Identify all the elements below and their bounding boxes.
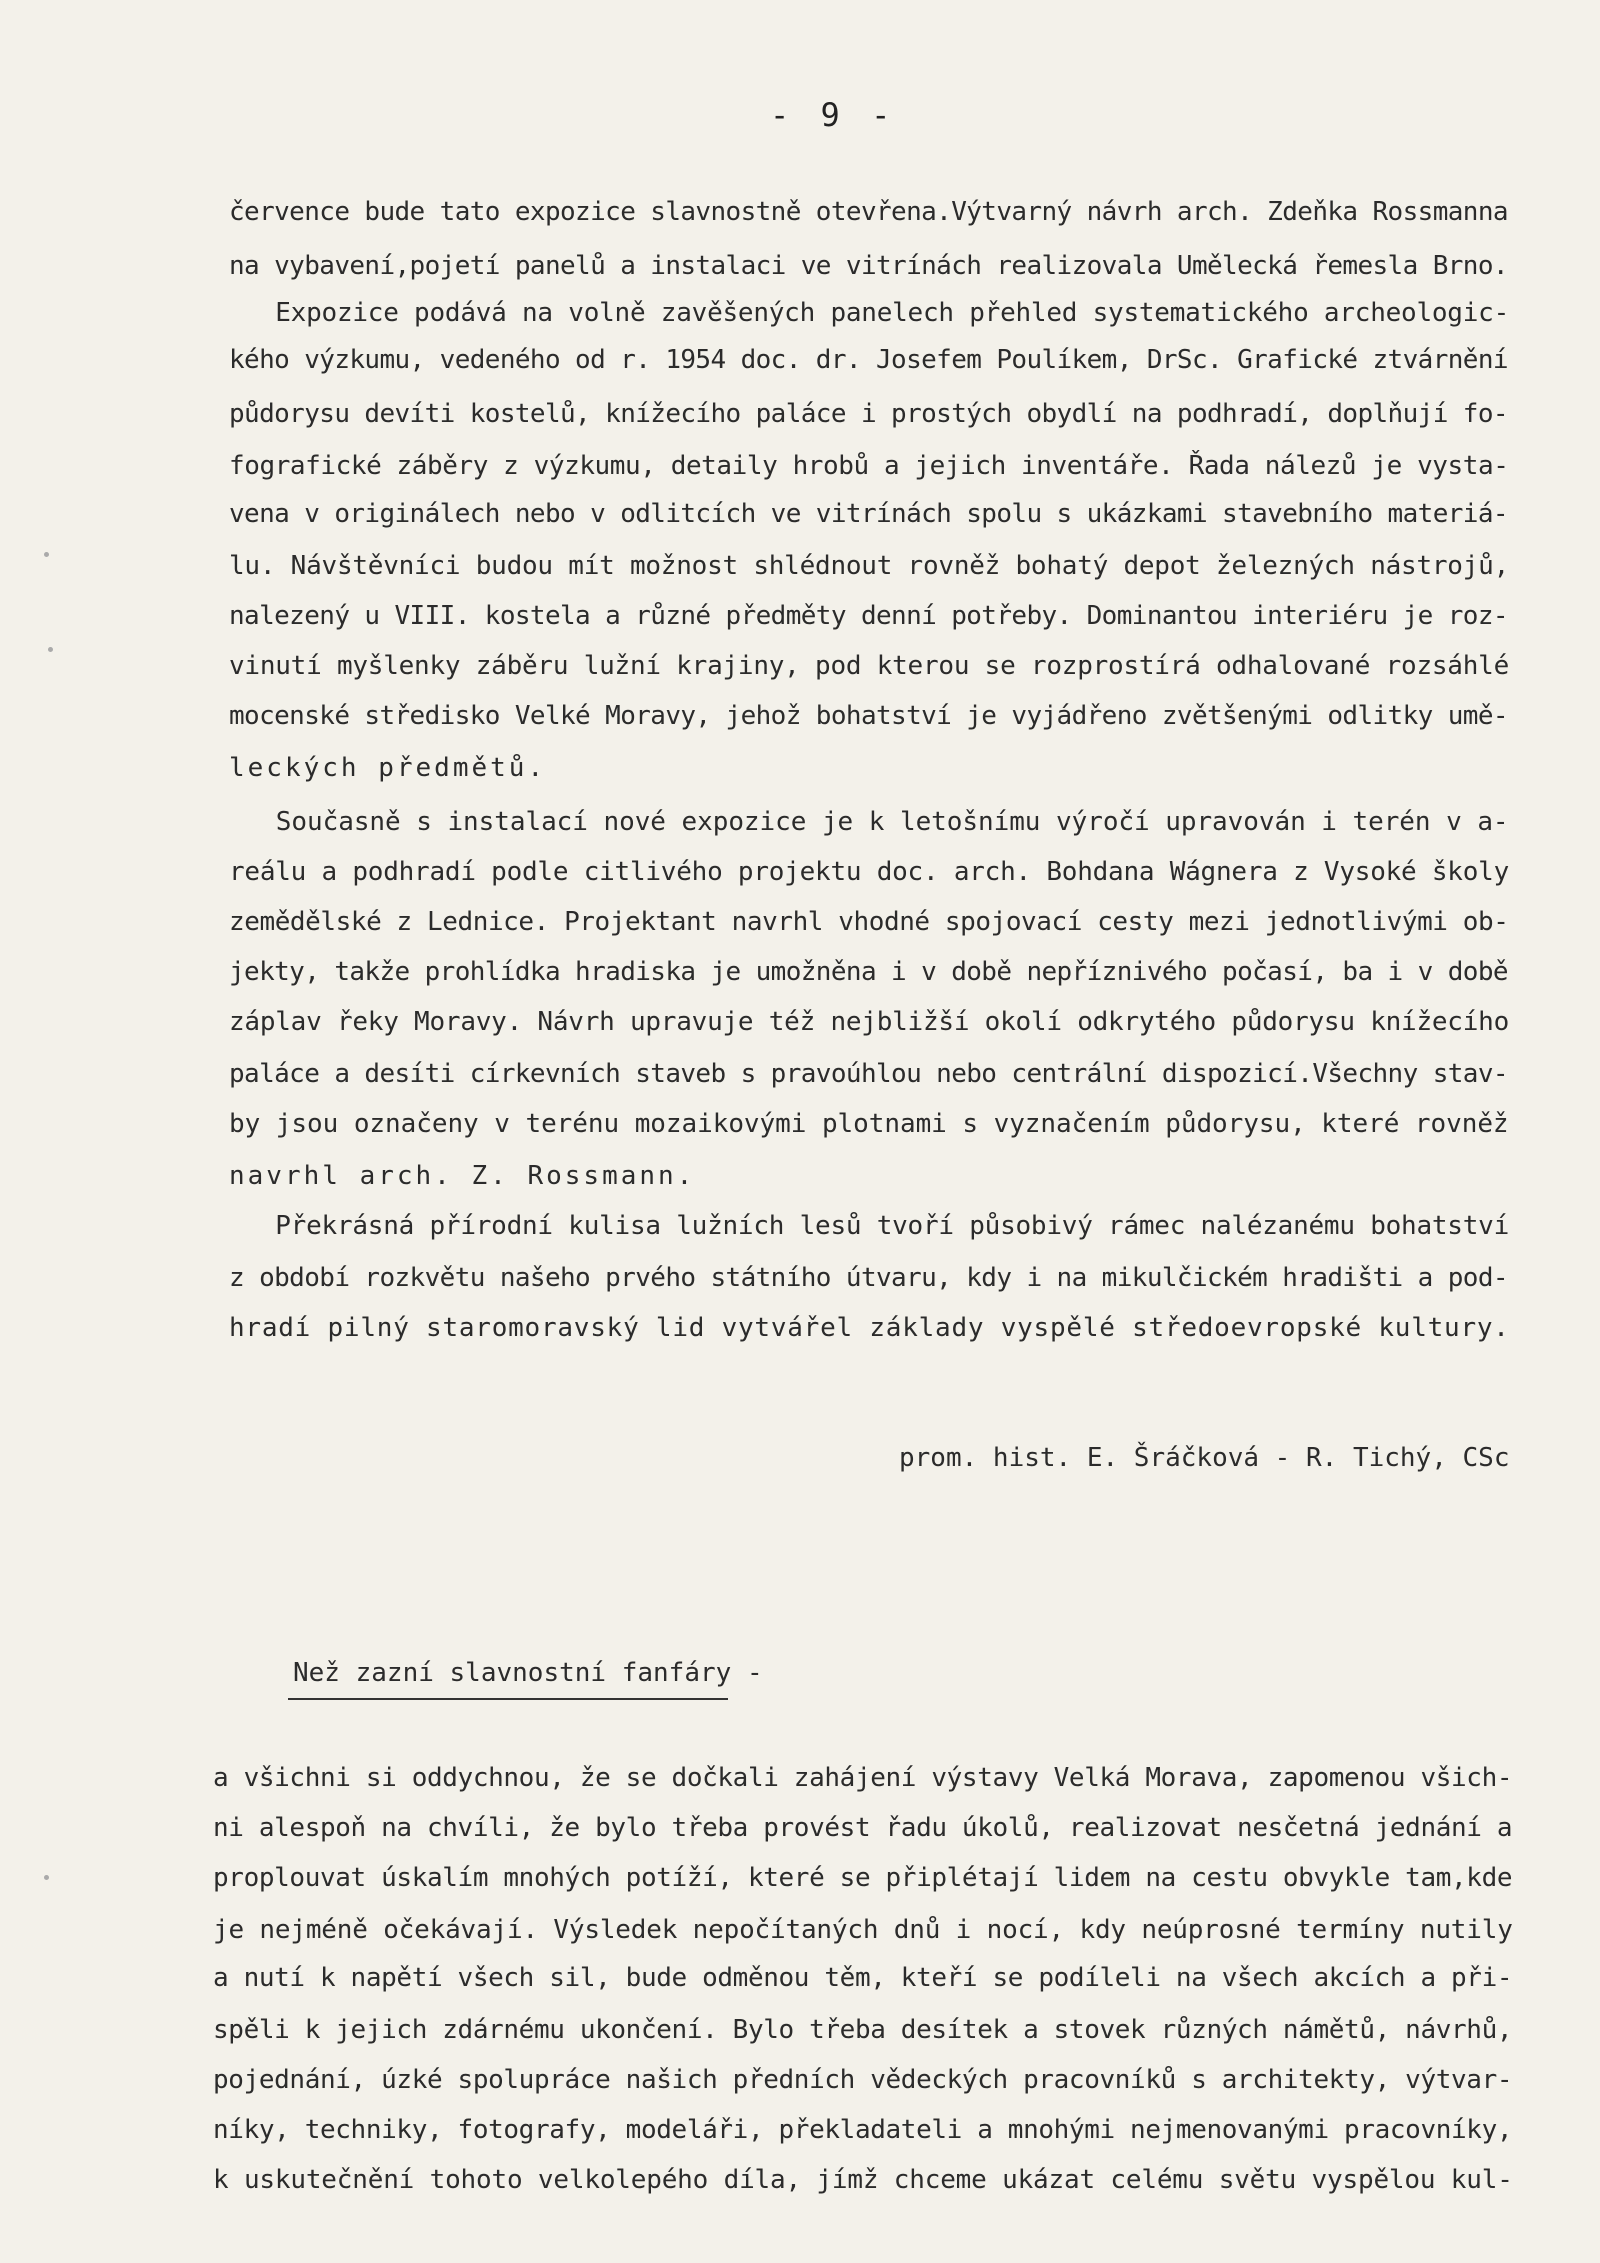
text-line: zemědělské z Lednice. Projektant navrhl vhodné spojovací cesty mezi jednotlivými ob- [229, 907, 1509, 937]
paper-speck [44, 1875, 49, 1880]
text-line: kého výzkumu, vedeného od r. 1954 doc. dr. Josefem Poulíkem, DrSc. Grafické ztvárnění [229, 345, 1508, 375]
author-signature: prom. hist. E. Šráčková - R. Tichý, CSc [899, 1443, 1510, 1473]
text-line: záplav řeky Moravy. Návrh upravuje též nejbližší okolí odkrytého půdorysu knížecího [229, 1007, 1509, 1037]
text-line: a nutí k napětí všech sil, bude odměnou těm, kteří se podíleli na všech akcích a při- [213, 1963, 1513, 1993]
text-line: vena v originálech nebo v odlitcích ve vitrínách spolu s ukázkami stavebního materiá- [229, 499, 1508, 529]
text-line: níky, techniky, fotografy, modeláři, překladateli a mnohými nejmenovanými pracovníky, [213, 2115, 1513, 2145]
paper-speck [48, 647, 53, 652]
text-line: je nejméně očekávají. Výsledek nepočítaných dnů i nocí, kdy neúprosné termíny nutily [213, 1915, 1513, 1945]
text-line: Současně s instalací nové expozice je k letošnímu výročí upravován i terén v a- [229, 807, 1509, 837]
text-line: paláce a desíti církevních staveb s pravoúhlou nebo centrální dispozicí.Všechny stav- [229, 1059, 1508, 1089]
section-heading: Než zazní slavnostní fanfáry - [293, 1658, 763, 1688]
text-line: proplouvat úskalím mnohých potíží, které se připlétají lidem na cestu obvykle tam,kde [213, 1863, 1513, 1893]
heading-underline [288, 1698, 728, 1700]
text-line: července bude tato expozice slavnostně otevřena.Výtvarný návrh arch. Zdeňka Rossmanna [229, 197, 1508, 227]
text-line: Překrásná přírodní kulisa lužních lesů tvoří působivý rámec nalézanému bohatství [229, 1211, 1509, 1241]
text-line: k uskutečnění tohoto velkolepého díla, jímž chceme ukázat celému světu vyspělou kul- [213, 2165, 1513, 2195]
text-line: spěli k jejich zdárnému ukončení. Bylo třeba desítek a stovek různých námětů, návrhů, [213, 2015, 1513, 2045]
text-line: na vybavení,pojetí panelů a instalaci ve vitrínách realizovala Umělecká řemesla Brno. [229, 251, 1508, 281]
text-line: reálu a podhradí podle citlivého projektu doc. arch. Bohdana Wágnera z Vysoké školy [229, 857, 1509, 887]
text-line: nalezený u VIII. kostela a různé předměty denní potřeby. Dominantou interiéru je roz- [229, 601, 1508, 631]
text-line: lu. Návštěvníci budou mít možnost shlédnout rovněž bohatý depot železných nástrojů, [229, 551, 1509, 581]
text-line: leckých předmětů. [229, 753, 547, 783]
text-line: fografické záběry z výzkumu, detaily hrobů a jejich inventáře. Řada nálezů je vysta- [229, 451, 1509, 481]
page-number: - 9 - [770, 96, 897, 134]
text-line: by jsou označeny v terénu mozaikovými plotnami s vyznačením půdorysu, které rovněž [229, 1109, 1509, 1139]
text-line: a všichni si oddychnou, že se dočkali zahájení výstavy Velká Morava, zapomenou všich- [213, 1763, 1513, 1793]
text-line: mocenské středisko Velké Moravy, jehož bohatství je vyjádřeno zvětšenými odlitky umě- [229, 701, 1508, 731]
text-line: navrhl arch. Z. Rossmann. [229, 1161, 696, 1191]
text-line: z období rozkvětu našeho prvého státního útvaru, kdy i na mikulčickém hradišti a pod- [229, 1263, 1508, 1293]
text-line: jekty, takže prohlídka hradiska je umožněna i v době nepříznivého počasí, ba i v době [229, 957, 1508, 987]
text-line: ni alespoň na chvíli, že bylo třeba provést řadu úkolů, realizovat nesčetná jednání a [213, 1813, 1513, 1843]
text-line: Expozice podává na volně zavěšených panelech přehled systematického archeologic- [229, 298, 1509, 328]
text-line: pojednání, úzké spolupráce našich předních vědeckých pracovníků s architekty, výtvar- [213, 2065, 1513, 2095]
paper-speck [44, 552, 49, 557]
text-line: vinutí myšlenky záběru lužní krajiny, pod kterou se rozprostírá odhalované rozsáhlé [229, 651, 1509, 681]
text-line: hradí pilný staromoravský lid vytvářel základy vyspělé středoevropské kultury. [229, 1313, 1510, 1343]
text-line: půdorysu devíti kostelů, knížecího paláce i prostých obydlí na podhradí, doplňují fo- [229, 399, 1508, 429]
